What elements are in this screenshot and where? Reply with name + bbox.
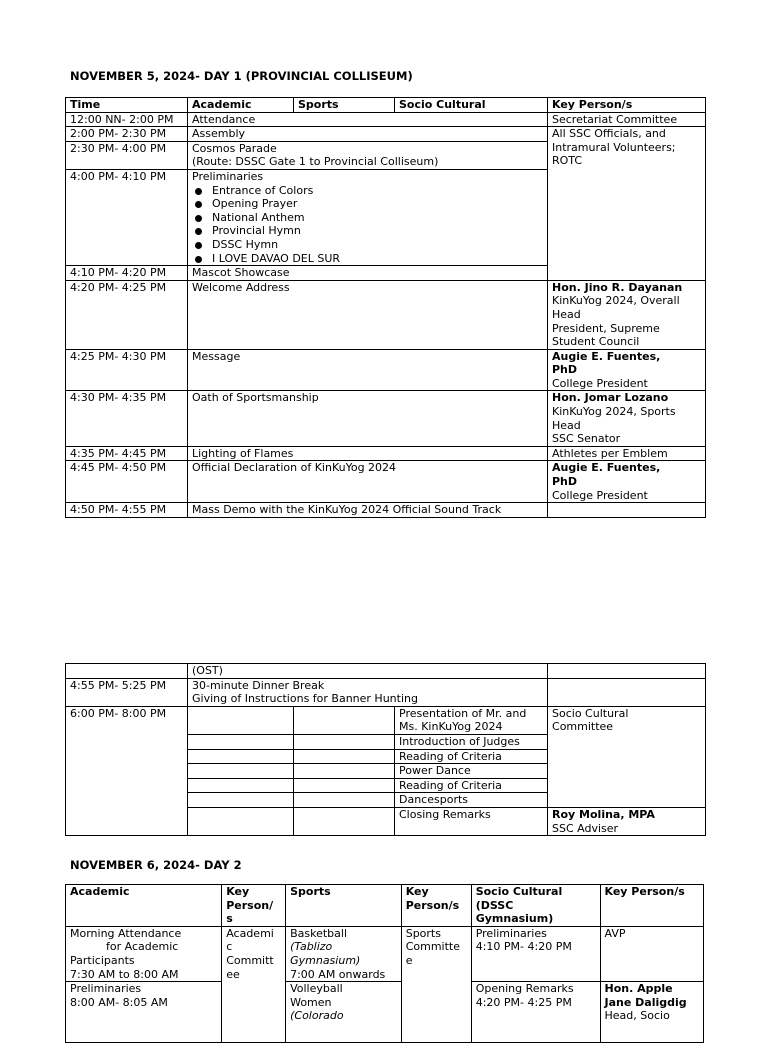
key-person-cell: Secretariat Committee [548, 112, 706, 127]
academic-line: Morning Attendance [70, 926, 182, 940]
table-row [66, 503, 706, 518]
time-cell: 6:00 PM- 8:00 PM [66, 706, 188, 835]
table-row [66, 349, 706, 391]
key-person-line: Head [552, 307, 581, 321]
socio-cultural-cell: Introduction of Judges [395, 734, 548, 749]
time-cell [66, 664, 188, 679]
academic-cell [188, 793, 294, 808]
sport-title: Women [290, 995, 332, 1009]
key-person-line: Head, Socio [604, 1009, 670, 1023]
socio-cultural-cell: Closing Remarks [395, 807, 548, 835]
socio-line: Opening Remarks [475, 982, 574, 996]
academic-cell [188, 706, 294, 734]
header-line: Socio Cultural [475, 885, 563, 898]
sport-venue: (Tablizo [290, 940, 333, 954]
time-cell: 4:50 PM- 4:55 PM [66, 503, 188, 518]
col-header-socio-cultural: Socio Cultural [395, 98, 548, 113]
activity-cell: Lighting of Flames [188, 446, 548, 461]
table-row [66, 664, 706, 679]
key-person-line: e [405, 953, 413, 967]
key-person-cell [548, 391, 706, 446]
sports-cell [294, 706, 395, 734]
socio-cultural-cell: Dancesports [395, 793, 548, 808]
key-person-line: College President [552, 488, 648, 502]
key-person-line: Academi [226, 926, 274, 940]
key-person-cell [548, 678, 706, 706]
activity-cell: Oath of Sportsmanship [188, 391, 548, 446]
time-cell: 4:45 PM- 4:50 PM [66, 461, 188, 503]
key-person-cell [600, 982, 703, 1043]
key-person-line: Committee [552, 720, 614, 734]
col-header-key-person [222, 885, 286, 927]
header-line: Person/s [405, 898, 460, 912]
key-person-line: ee [226, 967, 240, 981]
key-person-name: Augie E. Fuentes, [552, 349, 661, 363]
sport-title: Volleyball [290, 982, 343, 996]
activity-route: (Route: DSSC Gate 1 to Provincial Colliseum) [192, 155, 439, 169]
academic-cell [66, 926, 222, 981]
time-cell: 4:00 PM- 4:10 PM [66, 169, 188, 265]
key-person-cell [548, 706, 706, 807]
academic-cell [188, 778, 294, 793]
table-row [66, 446, 706, 461]
day1-continued-table [65, 663, 706, 836]
key-person-line: SSC Adviser [552, 821, 619, 835]
sports-cell [294, 749, 395, 764]
sport-venue: (Colorado [290, 1009, 344, 1023]
table-row [66, 280, 706, 349]
table-row [66, 112, 706, 127]
day2-schedule-table [65, 884, 704, 1043]
col-header-key-person: Key Person/s [548, 98, 706, 113]
activity-cell [188, 678, 548, 706]
key-person-cell [548, 127, 706, 281]
activity-cell: Mass Demo with the KinKuYog 2024 Official Sound Track [188, 503, 548, 518]
academic-cell [188, 749, 294, 764]
day2-heading: NOVEMBER 6, 2024- DAY 2 [70, 858, 242, 872]
col-header-sports: Sports [286, 885, 402, 927]
time-cell: 4:20 PM- 4:25 PM [66, 280, 188, 349]
activity-title: Preliminaries [192, 169, 264, 183]
key-person-line: Sports [405, 926, 441, 940]
sports-cell [294, 734, 395, 749]
table-row [66, 127, 706, 142]
list-item: Provincial Hymn [192, 224, 543, 238]
key-person-cell [548, 280, 706, 349]
academic-line: for Academic [106, 940, 179, 954]
header-line: s [226, 912, 233, 926]
activity-detail: Giving of Instructions for Banner Hunting [192, 692, 418, 706]
activity-cell [188, 141, 548, 169]
key-person-line: President, Supreme [552, 321, 660, 335]
day1-schedule-table [65, 97, 706, 518]
header-line: Key [405, 885, 429, 898]
key-person-line: c [226, 940, 233, 954]
sports-cell [294, 764, 395, 779]
col-header-academic: Academic [66, 885, 222, 927]
key-person-line: ROTC [552, 154, 583, 168]
table-row [66, 706, 706, 734]
activity-cell: Assembly [188, 127, 548, 142]
sports-cell [294, 793, 395, 808]
key-person-line: Socio Cultural [552, 706, 629, 720]
activity-title: Cosmos Parade [192, 141, 277, 155]
header-line: Key [226, 885, 250, 898]
key-person-line: Student Council [552, 335, 640, 349]
activity-cell: Attendance [188, 112, 548, 127]
col-header-key-person [401, 885, 471, 927]
academic-line: Participants [70, 953, 135, 967]
key-person-name: PhD [552, 363, 578, 377]
sports-cell [294, 807, 395, 835]
key-person-line: Head [552, 418, 581, 432]
header-line: Gymnasium) [475, 912, 554, 926]
academic-line: Preliminaries [70, 982, 142, 996]
key-person-line: SSC Senator [552, 432, 621, 446]
key-person-line: Committ [226, 953, 274, 967]
key-person-cell [401, 926, 471, 1042]
time-cell: 2:00 PM- 2:30 PM [66, 127, 188, 142]
col-header-socio-cultural [471, 885, 600, 927]
list-item: I LOVE DAVAO DEL SUR [192, 252, 543, 266]
sports-cell [294, 778, 395, 793]
key-person-name: Roy Molina, MPA [552, 807, 655, 821]
table-row [66, 391, 706, 446]
socio-item: Ms. KinKuYog 2024 [399, 720, 503, 734]
key-person-cell [548, 349, 706, 391]
key-person-cell [548, 503, 706, 518]
socio-cultural-cell: Reading of Criteria [395, 749, 548, 764]
key-person-cell: Athletes per Emblem [548, 446, 706, 461]
list-item: National Anthem [192, 211, 543, 225]
table-header-row [66, 885, 704, 927]
activity-title: 30-minute Dinner Break [192, 678, 325, 692]
key-person-line: Intramural Volunteers; [552, 140, 676, 154]
key-person-name: PhD [552, 475, 578, 489]
sport-time: 7:00 AM onwards [290, 967, 386, 981]
header-line: Person/ [226, 898, 274, 912]
key-person-line: All SSC Officials, and [552, 127, 666, 141]
activity-cell: Welcome Address [188, 280, 548, 349]
activity-cell: (OST) [188, 664, 548, 679]
key-person-line: College President [552, 376, 648, 390]
academic-line: 8:00 AM- 8:05 AM [70, 995, 168, 1009]
key-person-cell [548, 664, 706, 679]
table-row [66, 678, 706, 706]
socio-line: 4:10 PM- 4:20 PM [475, 940, 572, 954]
preliminaries-list [192, 184, 543, 266]
key-person-name: Hon. Apple [604, 982, 673, 996]
time-cell: 4:55 PM- 5:25 PM [66, 678, 188, 706]
key-person-line: KinKuYog 2024, Overall [552, 294, 680, 308]
key-person-line: Committe [405, 940, 461, 954]
table-row [66, 926, 704, 981]
socio-line: 4:20 PM- 4:25 PM [475, 995, 572, 1009]
academic-cell [188, 807, 294, 835]
col-header-academic: Academic [188, 98, 294, 113]
col-header-sports: Sports [294, 98, 395, 113]
socio-cultural-cell: Reading of Criteria [395, 778, 548, 793]
socio-cultural-cell [395, 706, 548, 734]
socio-item: Presentation of Mr. and [399, 706, 527, 720]
day1-heading: NOVEMBER 5, 2024- DAY 1 (PROVINCIAL COLLISEUM) [70, 69, 413, 83]
key-person-name: Augie E. Fuentes, [552, 461, 661, 475]
time-cell: 4:30 PM- 4:35 PM [66, 391, 188, 446]
activity-cell: Official Declaration of KinKuYog 2024 [188, 461, 548, 503]
table-row [66, 982, 704, 1043]
academic-cell [188, 764, 294, 779]
col-header-time: Time [66, 98, 188, 113]
time-cell: 4:10 PM- 4:20 PM [66, 266, 188, 281]
sport-title: Basketball [290, 926, 348, 940]
time-cell: 4:35 PM- 4:45 PM [66, 446, 188, 461]
key-person-name: Hon. Jino R. Dayanan [552, 280, 683, 294]
socio-line: Preliminaries [475, 926, 547, 940]
academic-cell [66, 982, 222, 1043]
sports-cell [286, 982, 402, 1043]
socio-cultural-cell [471, 982, 600, 1043]
sports-cell [286, 926, 402, 981]
time-cell: 4:25 PM- 4:30 PM [66, 349, 188, 391]
col-header-key-person: Key Person/s [600, 885, 703, 927]
list-item: DSSC Hymn [192, 238, 543, 252]
activity-cell: Mascot Showcase [188, 266, 548, 281]
list-item: Entrance of Colors [192, 184, 543, 198]
academic-cell [188, 734, 294, 749]
activity-cell: Message [188, 349, 548, 391]
key-person-line: KinKuYog 2024, Sports [552, 405, 676, 419]
activity-cell [188, 169, 548, 265]
time-cell: 12:00 NN- 2:00 PM [66, 112, 188, 127]
academic-line: 7:30 AM to 8:00 AM [70, 967, 179, 981]
key-person-cell: AVP [600, 926, 703, 981]
key-person-name: Hon. Jomar Lozano [552, 391, 669, 405]
socio-cultural-cell: Power Dance [395, 764, 548, 779]
time-cell: 2:30 PM- 4:00 PM [66, 141, 188, 169]
header-line: (DSSC [475, 898, 514, 912]
table-row [66, 461, 706, 503]
key-person-cell [548, 807, 706, 835]
socio-cultural-cell [471, 926, 600, 981]
key-person-cell [222, 926, 286, 1042]
key-person-cell [548, 461, 706, 503]
sport-venue: Gymnasium) [290, 953, 361, 967]
table-header-row [66, 98, 706, 113]
list-item: Opening Prayer [192, 197, 543, 211]
key-person-name: Jane Daligdig [604, 995, 687, 1009]
